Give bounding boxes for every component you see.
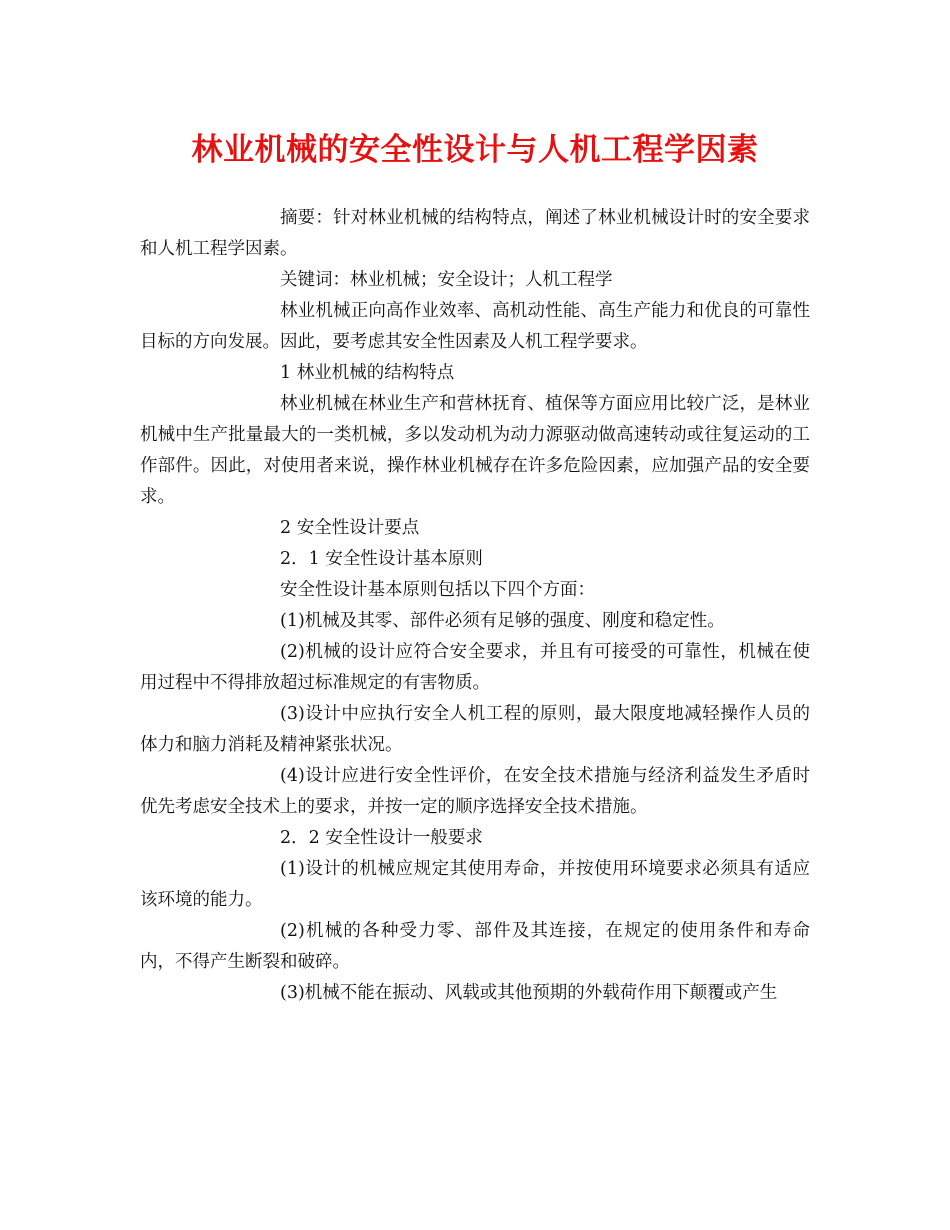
section-heading-1: 1 林业机械的结构特点: [280, 363, 455, 383]
subsection-heading-2-2: 2．2 安全性设计一般要求: [280, 828, 483, 848]
principle-item-4: (4)设计应进行安全性评价，在安全技术措施与经济利益发生矛盾时优先考虑安全技术上的要求，并按一定的顺序选择安全技术措施。: [140, 766, 810, 817]
principle-item-3: (3)设计中应执行安全人机工程的原则，最大限度地减轻操作人员的体力和脑力消耗及精神紧张状况。: [140, 704, 810, 755]
document-title: 林业机械的安全性设计与人机工程学因素: [191, 132, 759, 168]
principles-intro-paragraph: 安全性设计基本原则包括以下四个方面：: [280, 580, 595, 600]
section-1-paragraph: 林业机械在林业生产和营林抚育、植保等方面应用比较广泛，是林业机械中生产批量最大的一类机械，多以发动机为动力源驱动做高速转动或往复运动的工作部件。因此，对使用者来说，操作林业机械存在许多危险因素，应加强产品的安全要求。: [140, 394, 810, 507]
abstract-paragraph: 摘要：针对林业机械的结构特点，阐述了林业机械设计时的安全要求和人机工程学因素。: [140, 208, 810, 259]
principle-item-1: (1)机械及其零、部件必须有足够的强度、刚度和稳定性。: [280, 611, 725, 631]
requirement-item-1: (1)设计的机械应规定其使用寿命，并按使用环境要求必须具有适应该环境的能力。: [140, 859, 810, 910]
requirement-item-2: (2)机械的各种受力零、部件及其连接，在规定的使用条件和寿命内，不得产生断裂和破碎。: [140, 921, 810, 972]
principle-item-2: (2)机械的设计应符合安全要求，并且有可接受的可靠性，机械在使用过程中不得排放超过标准规定的有害物质。: [140, 642, 810, 693]
requirement-item-3: (3)机械不能在振动、风载或其他预期的外载荷作用下颠覆或产生: [280, 983, 778, 1003]
document-body: [140, 203, 810, 1009]
section-heading-2: 2 安全性设计要点: [280, 518, 420, 538]
intro-paragraph: 林业机械正向高作业效率、高机动性能、高生产能力和优良的可靠性目标的方向发展。因此，要考虑其安全性因素及人机工程学要求。: [140, 301, 810, 352]
subsection-heading-2-1: 2．1 安全性设计基本原则: [280, 549, 483, 569]
keywords-paragraph: 关键词：林业机械；安全设计；人机工程学: [280, 270, 613, 290]
